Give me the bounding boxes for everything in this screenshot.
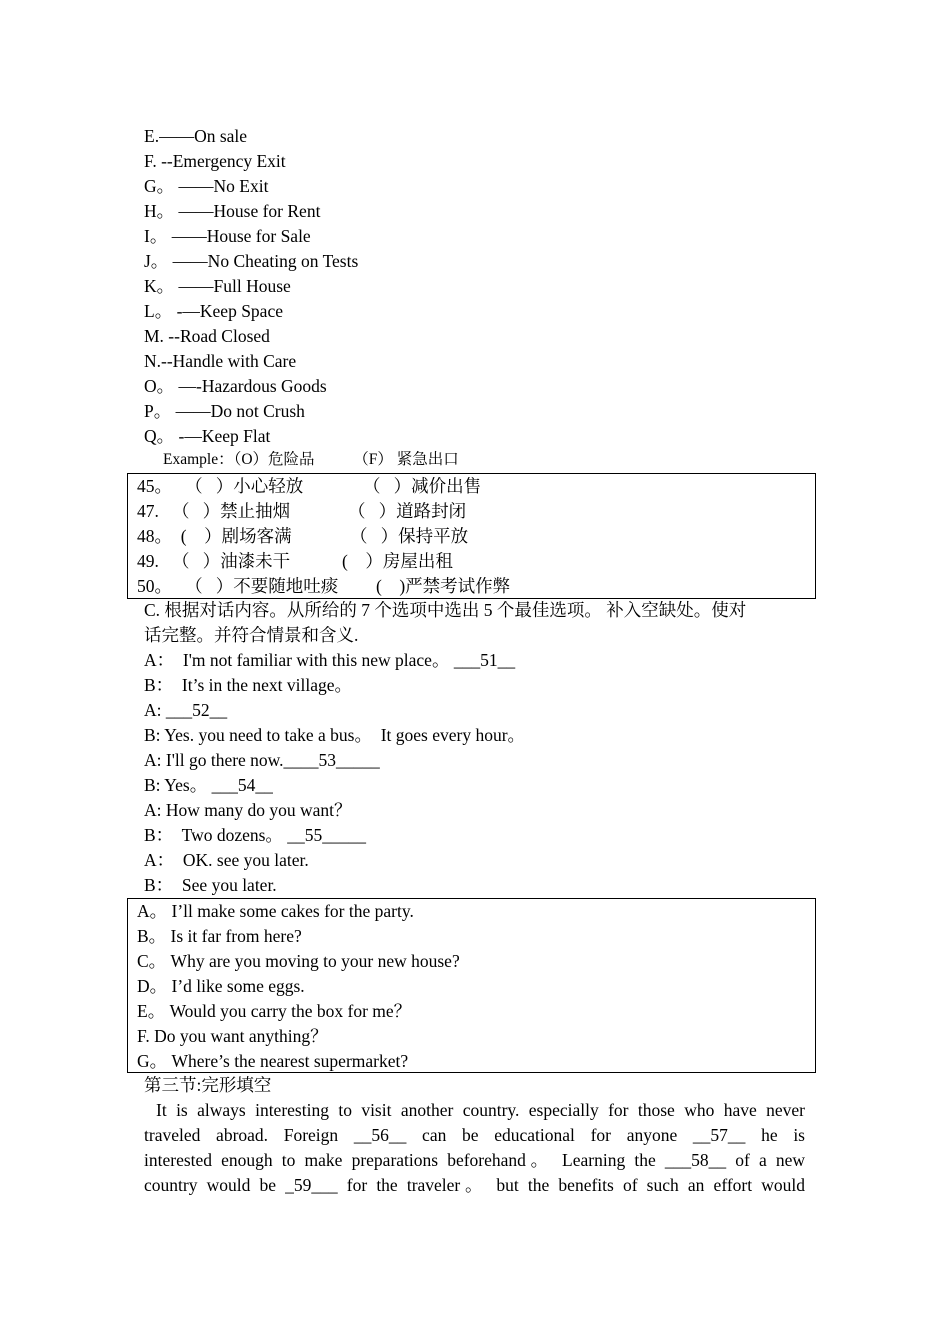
sign-item: L。 -—Keep Space [144,301,283,321]
option-a: A。 I’ll make some cakes for the party. [137,901,414,921]
sign-item: E.——On sale [144,126,248,146]
sign-item: O。 —-Hazardous Goods [144,376,327,396]
dialogue-line: B： Two dozens。 __55_____ [144,825,367,845]
dialogue-line: A: I'll go there now.____53_____ [144,750,380,770]
sign-item: I。 ——House for Sale [144,226,311,246]
section-c-instruction: C. 根据对话内容。从所给的 7 个选项中选出 5 个最佳选项。 补入空缺处。使对 [144,600,747,620]
sign-item: M. --Road Closed [144,326,270,346]
matching-item-50: 50。 （ ）不要随地吐痰 [137,576,339,596]
matching-item-50b: ( )严禁考试作弊 [376,576,511,596]
option-c: C。 Why are you moving to your new house? [137,951,460,971]
matching-item-47b: （ ）道路封闭 [348,501,467,521]
matching-item-46: （ ）减价出售 [363,476,482,496]
option-g: G。 Where’s the nearest supermarket? [137,1051,409,1071]
sign-item: F. --Emergency Exit [144,151,286,171]
option-d: D。 I’d like some eggs. [137,976,305,996]
sign-item: P。 ——Do not Crush [144,401,305,421]
dialogue-line: A： OK. see you later. [144,850,309,870]
option-e: E。 Would you carry the box for me？ [137,1001,412,1021]
matching-item-49b: ( ）房屋出租 [342,551,453,571]
example-line: Example：（O）危险品 （F） 紧急出口 [163,451,459,468]
sign-item: K。 ——Full House [144,276,291,296]
dialogue-line: A： I'm not familiar with this new place。 ___51__ [144,650,516,670]
matching-item-45: 45。 （ ）小心轻放 [137,476,304,496]
option-b: B。 Is it far from here? [137,926,302,946]
paragraph-line: interested enough to make preparations beforehand。 Learning the ___58__ of a new [144,1150,805,1170]
options-box [127,898,816,1073]
dialogue-line: A: How many do you want？ [144,800,352,820]
dialogue-line: B: Yes. you need to take a bus。 It goes every hour。 [144,725,526,745]
dialogue-line: B: Yes。 ___54__ [144,775,273,795]
cloze-paragraph [144,1098,805,1198]
sign-item: N.--Handle with Care [144,351,297,371]
matching-item-48b: （ ）保持平放 [350,526,469,546]
sign-item: J。 ——No Cheating on Tests [144,251,359,271]
paragraph-line: It is always interesting to visit another country. especially for those who have never [156,1100,805,1120]
option-f: F. Do you want anything？ [137,1026,328,1046]
section-c-instruction-cont: 话完整。并符合情景和含义. [144,625,359,645]
paragraph-line: country would be _59___ for the traveler。 but the benefits of such an effort would [144,1175,805,1195]
matching-item-48: 48。 ( ）剧场客满 [137,526,292,546]
sign-item: Q。 -—Keep Flat [144,426,271,446]
sign-item: H。 ——House for Rent [144,201,321,221]
dialogue-line: B： See you later. [144,875,277,895]
dialogue-line: A: ___52__ [144,700,228,720]
sign-item: G。 ——No Exit [144,176,269,196]
section-3-heading: 第三节:完形填空 [144,1075,272,1095]
dialogue-line: B： It’s in the next village。 [144,675,353,695]
matching-item-47: 47. （ ）禁止抽烟 [137,501,291,521]
matching-box [127,473,816,599]
matching-item-49: 49. （ ）油漆未干 [137,551,291,571]
paragraph-line: traveled abroad. Foreign __56__ can be educational for anyone __57__ he is [144,1125,805,1145]
